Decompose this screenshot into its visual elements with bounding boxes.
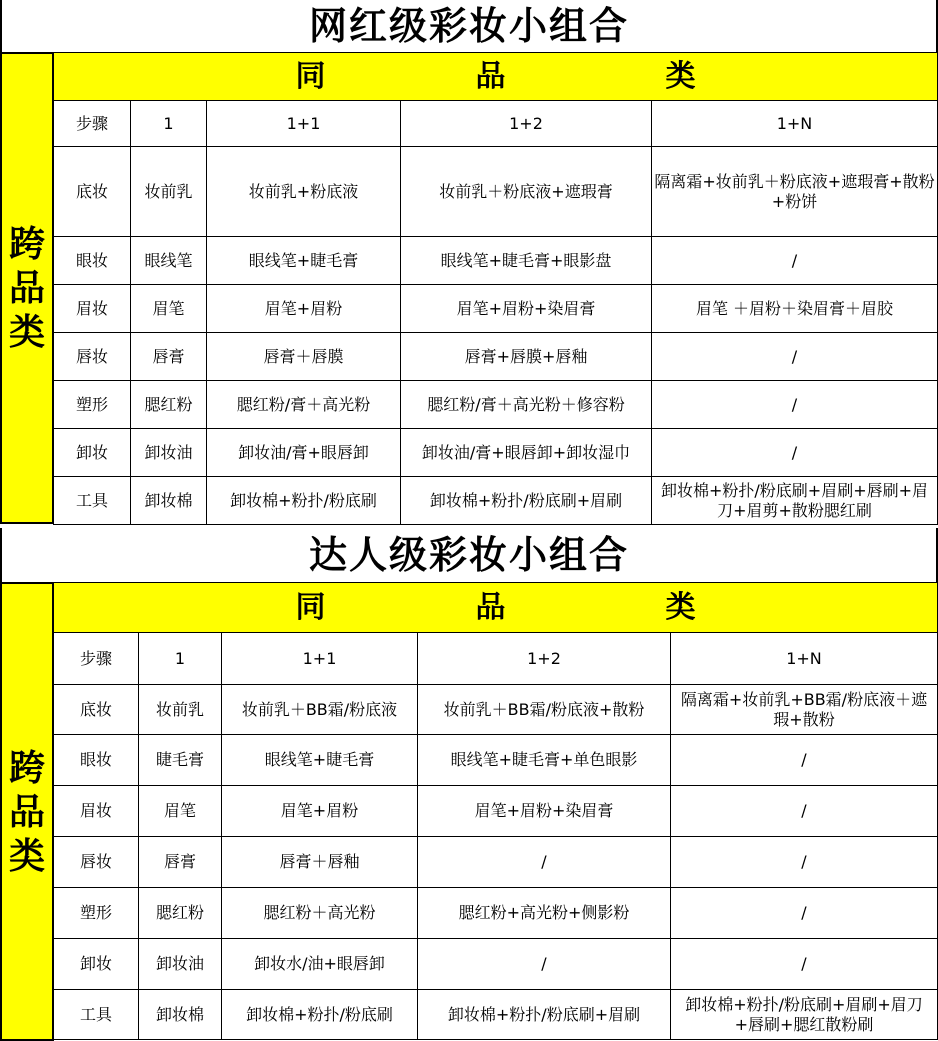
table-row bbox=[54, 990, 938, 1040]
category-cell: 底妆 bbox=[54, 685, 139, 735]
same-category-header bbox=[54, 53, 938, 101]
table-cell: 唇膏＋唇釉 bbox=[222, 837, 418, 888]
same-category-row bbox=[54, 53, 938, 101]
table-row bbox=[54, 685, 938, 735]
table-cell: 卸妆棉+粉扑/粉底刷+眉刷+眉刀+唇刷+腮红散粉刷 bbox=[671, 990, 938, 1040]
header-cell: 1+N bbox=[671, 633, 938, 685]
table-row bbox=[54, 786, 938, 837]
steps-header-row bbox=[54, 101, 938, 147]
table-cell: 眼线笔+睫毛膏 bbox=[207, 237, 401, 285]
section-title: 网红级彩妆小组合 bbox=[0, 0, 938, 52]
header-cell: 1+N bbox=[652, 101, 938, 147]
category-cell: 眉妆 bbox=[54, 285, 131, 333]
same-category-header bbox=[54, 583, 938, 633]
table-cell: 卸妆油 bbox=[139, 939, 222, 990]
table-cell: 眉笔+眉粉 bbox=[207, 285, 401, 333]
same-char-2: 品 bbox=[475, 589, 506, 625]
cross-category-label-box bbox=[0, 52, 54, 524]
table-cell: 唇膏+唇膜+唇釉 bbox=[401, 333, 652, 381]
same-char-3: 类 bbox=[665, 589, 696, 625]
table-cell: 妆前乳+粉底液 bbox=[207, 147, 401, 237]
combo-table bbox=[53, 582, 938, 1040]
table-row bbox=[54, 837, 938, 888]
header-cell: 1 bbox=[131, 101, 207, 147]
same-char-1: 同 bbox=[295, 58, 326, 94]
table-cell: 妆前乳＋粉底液+遮瑕膏 bbox=[401, 147, 652, 237]
table-cell: 腮红粉+高光粉+侧影粉 bbox=[418, 888, 671, 939]
table-cell: 卸妆油/膏+眼唇卸+卸妆湿巾 bbox=[401, 429, 652, 477]
table-cell: 卸妆棉 bbox=[139, 990, 222, 1040]
category-cell: 卸妆 bbox=[54, 939, 139, 990]
table-row bbox=[54, 333, 938, 381]
table-cell: 卸妆油/膏+眼唇卸 bbox=[207, 429, 401, 477]
table-cell: 唇膏＋唇膜 bbox=[207, 333, 401, 381]
table-cell: 卸妆水/油+眼唇卸 bbox=[222, 939, 418, 990]
category-cell: 眼妆 bbox=[54, 735, 139, 786]
table-cell: 卸妆油 bbox=[131, 429, 207, 477]
combo-table bbox=[53, 52, 938, 525]
cross-category-label-box bbox=[0, 582, 54, 1041]
table-cell: 眼线笔+睫毛膏 bbox=[222, 735, 418, 786]
table-cell: 眉笔 bbox=[131, 285, 207, 333]
table-cell: / bbox=[652, 381, 938, 429]
table-cell: 卸妆棉+粉扑/粉底刷+眉刷 bbox=[418, 990, 671, 1040]
category-cell: 唇妆 bbox=[54, 333, 131, 381]
table-cell: 眼线笔 bbox=[131, 237, 207, 285]
table-cell: 眼线笔+睫毛膏+眼影盘 bbox=[401, 237, 652, 285]
table-cell: / bbox=[418, 837, 671, 888]
table-row bbox=[54, 939, 938, 990]
header-cell: 1+2 bbox=[401, 101, 652, 147]
table-cell: / bbox=[671, 837, 938, 888]
table-cell: 妆前乳 bbox=[131, 147, 207, 237]
section-title: 达人级彩妆小组合 bbox=[0, 528, 938, 582]
table-cell: / bbox=[671, 735, 938, 786]
table-cell: / bbox=[652, 333, 938, 381]
table-cell: 隔离霜+妆前乳+BB霜/粉底液＋遮瑕+散粉 bbox=[671, 685, 938, 735]
table-cell: 腮红粉 bbox=[139, 888, 222, 939]
table-cell: 隔离霜+妆前乳＋粉底液+遮瑕膏+散粉+粉饼 bbox=[652, 147, 938, 237]
table-cell: 睫毛膏 bbox=[139, 735, 222, 786]
same-char-1: 同 bbox=[295, 589, 326, 625]
table-row bbox=[54, 237, 938, 285]
cross-category-label: 跨品类 bbox=[8, 223, 45, 353]
category-cell: 眼妆 bbox=[54, 237, 131, 285]
table-cell: 腮红粉/膏＋高光粉 bbox=[207, 381, 401, 429]
table-row bbox=[54, 147, 938, 237]
header-cell: 1+2 bbox=[418, 633, 671, 685]
table-cell: 眉笔 bbox=[139, 786, 222, 837]
table-cell: 妆前乳 bbox=[139, 685, 222, 735]
table-cell: 唇膏 bbox=[131, 333, 207, 381]
table-cell: 卸妆棉+粉扑/粉底刷+眉刷 bbox=[401, 477, 652, 525]
table-cell: 眉笔+眉粉+染眉膏 bbox=[418, 786, 671, 837]
table-cell: / bbox=[652, 237, 938, 285]
table-cell: 腮红粉＋高光粉 bbox=[222, 888, 418, 939]
table-cell: / bbox=[671, 939, 938, 990]
table-row bbox=[54, 285, 938, 333]
table-row bbox=[54, 735, 938, 786]
table-cell: / bbox=[671, 786, 938, 837]
table-cell: / bbox=[652, 429, 938, 477]
table-cell: 唇膏 bbox=[139, 837, 222, 888]
table-cell: 眉笔+眉粉 bbox=[222, 786, 418, 837]
same-category-row bbox=[54, 583, 938, 633]
table-cell: 腮红粉 bbox=[131, 381, 207, 429]
header-cell: 1+1 bbox=[207, 101, 401, 147]
table-cell: 眉笔+眉粉+染眉膏 bbox=[401, 285, 652, 333]
table-cell: 腮红粉/膏＋高光粉＋修容粉 bbox=[401, 381, 652, 429]
table-cell: 卸妆棉+粉扑/粉底刷 bbox=[207, 477, 401, 525]
category-cell: 卸妆 bbox=[54, 429, 131, 477]
cross-category-label: 跨品类 bbox=[8, 746, 45, 877]
header-cell: 步骤 bbox=[54, 633, 139, 685]
same-char-2: 品 bbox=[475, 58, 506, 94]
table-cell: / bbox=[418, 939, 671, 990]
table-cell: 妆前乳＋BB霜/粉底液 bbox=[222, 685, 418, 735]
table-cell: 卸妆棉 bbox=[131, 477, 207, 525]
header-cell: 步骤 bbox=[54, 101, 131, 147]
table-row bbox=[54, 429, 938, 477]
category-cell: 眉妆 bbox=[54, 786, 139, 837]
table-row bbox=[54, 888, 938, 939]
table-row bbox=[54, 477, 938, 525]
table-cell: 眼线笔+睫毛膏+单色眼影 bbox=[418, 735, 671, 786]
table-cell: 卸妆棉+粉扑/粉底刷 bbox=[222, 990, 418, 1040]
table-cell: / bbox=[671, 888, 938, 939]
table-cell: 妆前乳＋BB霜/粉底液+散粉 bbox=[418, 685, 671, 735]
steps-header-row bbox=[54, 633, 938, 685]
same-char-3: 类 bbox=[665, 58, 696, 94]
table-row bbox=[54, 381, 938, 429]
header-cell: 1+1 bbox=[222, 633, 418, 685]
category-cell: 塑形 bbox=[54, 381, 131, 429]
category-cell: 工具 bbox=[54, 477, 131, 525]
category-cell: 工具 bbox=[54, 990, 139, 1040]
category-cell: 塑形 bbox=[54, 888, 139, 939]
category-cell: 底妆 bbox=[54, 147, 131, 237]
category-cell: 唇妆 bbox=[54, 837, 139, 888]
header-cell: 1 bbox=[139, 633, 222, 685]
table-cell: 卸妆棉+粉扑/粉底刷+眉刷+唇刷+眉刀+眉剪+散粉腮红刷 bbox=[652, 477, 938, 525]
table-cell: 眉笔 ＋眉粉＋染眉膏＋眉胶 bbox=[652, 285, 938, 333]
